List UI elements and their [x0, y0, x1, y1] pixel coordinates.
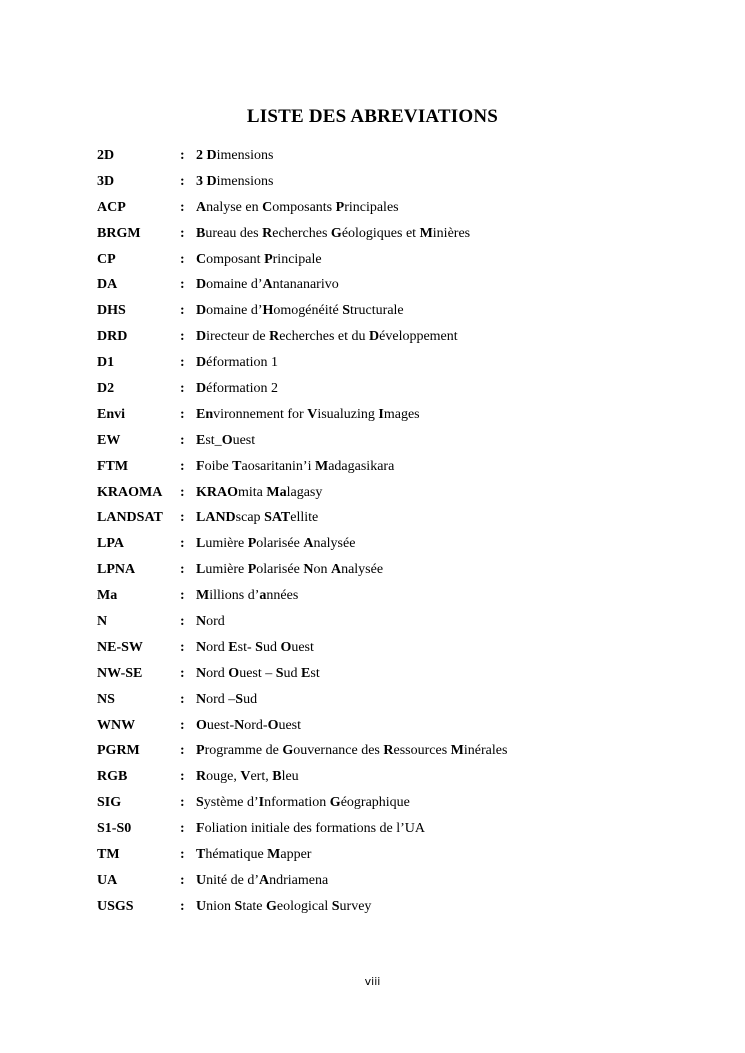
definition-initial: M	[196, 588, 210, 604]
abbreviation-term: EW	[97, 432, 121, 448]
definition-initial: N	[196, 665, 207, 681]
separator-colon: :	[180, 329, 185, 345]
definition-initial: N	[196, 613, 207, 629]
abbreviation-row	[97, 169, 697, 195]
abbreviation-row	[97, 272, 697, 298]
separator-colon: :	[180, 406, 185, 422]
definition-text: nalysée	[313, 536, 356, 552]
definition-initial: S	[235, 691, 244, 707]
definition-initial: C	[262, 199, 273, 215]
abbreviation-definition	[196, 277, 339, 293]
abbreviation-term: Envi	[97, 406, 126, 422]
separator-colon: :	[180, 588, 185, 604]
abbreviation-row	[97, 480, 697, 506]
definition-initial: P	[196, 743, 205, 759]
definition-text: ureau des	[205, 225, 263, 241]
definition-initial: N	[196, 639, 207, 655]
abbreviation-definition	[196, 459, 394, 475]
definition-initial: S	[342, 303, 350, 319]
abbreviation-term: KRAOMA	[97, 484, 163, 500]
definition-text: uest	[232, 432, 256, 448]
definition-text: rogramme de	[204, 743, 283, 759]
abbreviation-term: NS	[97, 691, 115, 707]
definition-initial: E	[301, 665, 311, 681]
definition-text: tructurale	[350, 303, 404, 319]
definition-text: vironnement for	[213, 406, 308, 422]
abbreviation-row	[97, 221, 697, 247]
separator-colon: :	[180, 665, 185, 681]
definition-text: ord	[206, 613, 225, 629]
definition-initial: Ma	[266, 484, 287, 500]
separator-colon: :	[180, 510, 185, 526]
definition-initial: D	[196, 380, 207, 396]
abbreviation-term: CP	[97, 251, 116, 267]
definition-initial: I	[378, 406, 384, 422]
abbreviation-row	[97, 247, 697, 273]
separator-colon: :	[180, 769, 185, 785]
definition-text: tate	[242, 898, 267, 914]
definition-text: ud	[283, 665, 302, 681]
abbreviation-definition	[196, 795, 410, 811]
separator-colon: :	[180, 355, 185, 371]
definition-text: st	[310, 665, 320, 681]
definition-text: ord –	[206, 691, 236, 707]
abbreviation-definition	[196, 148, 273, 164]
definition-initial: B	[272, 769, 282, 785]
definition-initial: SAT	[264, 510, 291, 526]
abbreviation-definition	[196, 226, 470, 242]
definition-initial: H	[262, 303, 274, 319]
definition-text: imensions	[216, 173, 274, 189]
definition-initial: P	[335, 199, 345, 215]
definition-text: éveloppement	[379, 329, 458, 345]
abbreviation-definition	[196, 174, 273, 190]
separator-colon: :	[180, 691, 185, 707]
abbreviation-term: D2	[97, 380, 115, 396]
abbreviation-term: DRD	[97, 329, 128, 345]
abbreviation-row	[97, 661, 697, 687]
definition-initial: R	[262, 225, 273, 241]
abbreviation-term: LPNA	[97, 562, 136, 578]
definition-initial: D	[196, 329, 207, 345]
separator-colon: :	[180, 147, 185, 163]
definition-initial: D	[196, 303, 207, 319]
definition-initial: D	[196, 355, 207, 371]
abbreviation-row	[97, 583, 697, 609]
definition-initial: F	[196, 821, 205, 837]
abbreviation-definition	[196, 355, 278, 371]
definition-initial: C	[196, 251, 207, 267]
separator-colon: :	[180, 717, 185, 733]
definition-text: lagasy	[286, 484, 323, 500]
definition-text: ord-	[244, 717, 268, 733]
page-title: LISTE DES ABREVIATIONS	[246, 106, 499, 127]
abbreviation-row	[97, 894, 697, 920]
abbreviation-row	[97, 143, 697, 169]
definition-text: omaine d’	[206, 303, 263, 319]
definition-text: ystème d’	[203, 795, 259, 811]
definition-initial: L	[196, 536, 206, 552]
definition-text: ouvernance des	[293, 743, 384, 759]
definition-text: hématique	[205, 846, 268, 862]
separator-colon: :	[180, 639, 185, 655]
abbreviation-definition	[196, 692, 257, 708]
definition-text: essources	[393, 743, 451, 759]
abbreviation-term: S1-S0	[97, 821, 132, 837]
abbreviation-term: TM	[97, 846, 120, 862]
definition-text: nformation	[264, 795, 330, 811]
definition-text: leu	[281, 769, 299, 785]
definition-initial: D	[196, 277, 207, 293]
abbreviation-row	[97, 764, 697, 790]
definition-text: nité de d’	[206, 872, 259, 888]
abbreviation-row	[97, 868, 697, 894]
definition-initial: A	[330, 562, 342, 578]
definition-initial: a	[259, 588, 267, 604]
abbreviation-definition	[196, 510, 318, 526]
abbreviation-definition	[196, 252, 322, 268]
definition-text: ndriamena	[269, 872, 329, 888]
definition-initial: S	[255, 639, 263, 655]
definition-text: omposant	[206, 251, 265, 267]
definition-initial: O	[196, 717, 207, 733]
definition-text: uest	[278, 717, 302, 733]
definition-text: ert,	[250, 769, 273, 785]
abbreviation-row	[97, 738, 697, 764]
definition-initial: P	[264, 251, 273, 267]
abbreviation-row	[97, 531, 697, 557]
abbreviation-term: NW-SE	[97, 665, 143, 681]
definition-text: ord	[206, 639, 229, 655]
definition-text: nalyse en	[206, 199, 263, 215]
definition-initial: KRAO	[196, 484, 238, 500]
definition-initial: E	[196, 432, 206, 448]
definition-text: on	[313, 562, 331, 578]
separator-colon: :	[180, 225, 185, 241]
abbreviation-row	[97, 557, 697, 583]
definition-text: aosaritanin’i	[241, 458, 315, 474]
definition-text: éformation 2	[206, 380, 279, 396]
definition-text: éologiques et	[341, 225, 420, 241]
abbreviation-definition	[196, 718, 301, 734]
separator-colon: :	[180, 613, 185, 629]
definition-text: omposants	[272, 199, 336, 215]
definition-initial: O	[221, 432, 233, 448]
separator-colon: :	[180, 846, 185, 862]
definition-initial: A	[259, 872, 270, 888]
page-number: viii	[364, 975, 381, 988]
definition-initial: En	[196, 406, 214, 422]
separator-colon: :	[180, 795, 185, 811]
definition-text: isualuzing	[317, 406, 379, 422]
separator-colon: :	[180, 821, 185, 837]
definition-initial: R	[196, 769, 207, 785]
separator-colon: :	[180, 484, 185, 500]
abbreviation-definition	[196, 433, 255, 449]
definition-initial: L	[196, 562, 206, 578]
definition-text: oibe	[204, 458, 233, 474]
definition-initial: D	[369, 329, 380, 345]
definition-text: inières	[432, 225, 471, 241]
definition-text: omaine d’	[206, 277, 263, 293]
abbreviation-definition	[196, 562, 383, 578]
abbreviation-definition	[196, 821, 425, 837]
definition-text: eological	[276, 898, 332, 914]
definition-initial: 3 D	[196, 173, 217, 189]
abbreviation-definition	[196, 899, 371, 915]
definition-initial: M	[450, 743, 464, 759]
definition-text: adagasikara	[328, 458, 395, 474]
definition-initial: G	[282, 743, 294, 759]
definition-text: st-	[237, 639, 256, 655]
definition-text: illions d’	[209, 588, 260, 604]
definition-text: umière	[205, 562, 248, 578]
abbreviation-row	[97, 195, 697, 221]
separator-colon: :	[180, 898, 185, 914]
abbreviation-term: RGB	[97, 769, 128, 785]
abbreviation-definition	[196, 407, 420, 423]
abbreviation-term: USGS	[97, 898, 134, 914]
definition-text: ellite	[290, 510, 319, 526]
definition-text: nion	[206, 898, 235, 914]
definition-initial: N	[303, 562, 314, 578]
separator-colon: :	[180, 380, 185, 396]
abbreviation-row	[97, 609, 697, 635]
definition-initial: V	[307, 406, 318, 422]
abbreviation-definition	[196, 614, 225, 630]
definition-initial: A	[196, 199, 207, 215]
abbreviation-row	[97, 635, 697, 661]
definition-initial: R	[383, 743, 394, 759]
definition-text: inérales	[463, 743, 508, 759]
abbreviation-list	[97, 143, 697, 920]
definition-text: rincipale	[272, 251, 322, 267]
separator-colon: :	[180, 199, 185, 215]
definition-initial: M	[419, 225, 433, 241]
abbreviation-row	[97, 298, 697, 324]
definition-text: ord	[206, 665, 229, 681]
abbreviation-row	[97, 350, 697, 376]
definition-text: éformation 1	[206, 355, 279, 371]
abbreviation-row	[97, 842, 697, 868]
abbreviation-term: WNW	[97, 717, 136, 733]
abbreviation-term: BRGM	[97, 225, 141, 241]
definition-text: nalysée	[341, 562, 384, 578]
abbreviation-row	[97, 687, 697, 713]
definition-initial: G	[329, 795, 341, 811]
definition-text: echerches et du	[279, 329, 370, 345]
separator-colon: :	[180, 277, 185, 293]
definition-text: nnées	[266, 588, 299, 604]
separator-colon: :	[180, 536, 185, 552]
definition-initial: G	[266, 898, 277, 914]
abbreviation-term: PGRM	[97, 743, 140, 759]
definition-initial: U	[196, 872, 207, 888]
definition-initial: G	[330, 225, 342, 241]
definition-text: uest-	[206, 717, 235, 733]
abbreviation-term: NE-SW	[97, 639, 143, 655]
abbreviation-term: D1	[97, 355, 115, 371]
definition-text: urvey	[339, 898, 372, 914]
abbreviation-definition	[196, 303, 404, 319]
definition-initial: A	[303, 536, 314, 552]
definition-initial: F	[196, 458, 205, 474]
abbreviation-row	[97, 816, 697, 842]
abbreviation-definition	[196, 200, 399, 216]
abbreviation-row	[97, 505, 697, 531]
definition-initial: N	[196, 691, 207, 707]
definition-text: olarisée	[256, 562, 304, 578]
definition-text: ud	[262, 639, 281, 655]
abbreviation-row	[97, 376, 697, 402]
abbreviation-row	[97, 454, 697, 480]
abbreviation-term: ACP	[97, 199, 126, 215]
abbreviation-term: DHS	[97, 303, 126, 319]
definition-initial: O	[267, 717, 279, 733]
definition-text: ntananarivo	[272, 277, 339, 293]
definition-initial: T	[232, 458, 242, 474]
abbreviation-definition	[196, 329, 458, 345]
separator-colon: :	[180, 562, 185, 578]
definition-text: uest	[291, 639, 314, 655]
definition-text: rincipales	[344, 199, 399, 215]
separator-colon: :	[180, 303, 185, 319]
abbreviation-definition	[196, 873, 328, 889]
definition-text: oliation initiale des formations de l’UA	[204, 821, 426, 837]
definition-initial: R	[269, 329, 280, 345]
definition-text: éographique	[340, 795, 410, 811]
separator-colon: :	[180, 872, 185, 888]
abbreviation-row	[97, 402, 697, 428]
abbreviation-definition	[196, 769, 299, 785]
definition-initial: LAND	[196, 510, 236, 526]
definition-text: st_	[205, 432, 222, 448]
separator-colon: :	[180, 743, 185, 759]
abbreviation-definition	[196, 847, 311, 863]
definition-text: omogénéité	[273, 303, 343, 319]
definition-text: echerches	[272, 225, 331, 241]
definition-initial: O	[228, 665, 240, 681]
definition-text: scap	[235, 510, 265, 526]
definition-text: mita	[238, 484, 267, 500]
definition-initial: P	[247, 562, 257, 578]
separator-colon: :	[180, 251, 185, 267]
definition-text: ouge,	[206, 769, 241, 785]
abbreviation-term: UA	[97, 872, 118, 888]
abbreviation-row	[97, 713, 697, 739]
abbreviation-term: FTM	[97, 458, 129, 474]
abbreviation-definition	[196, 485, 322, 501]
abbreviation-definition	[196, 381, 278, 397]
definition-text: uest –	[239, 665, 276, 681]
abbreviation-row	[97, 324, 697, 350]
abbreviation-term: SIG	[97, 795, 122, 811]
abbreviation-definition	[196, 666, 320, 682]
definition-text: olarisée	[256, 536, 304, 552]
definition-text: mages	[383, 406, 420, 422]
separator-colon: :	[180, 173, 185, 189]
abbreviation-definition	[196, 588, 298, 604]
definition-initial: M	[315, 458, 329, 474]
definition-text: apper	[280, 846, 312, 862]
definition-initial: B	[196, 225, 206, 241]
abbreviation-definition	[196, 536, 355, 552]
definition-initial: S	[234, 898, 243, 914]
definition-initial: 2 D	[196, 147, 217, 163]
definition-initial: M	[267, 846, 281, 862]
abbreviation-definition	[196, 743, 507, 759]
separator-colon: :	[180, 432, 185, 448]
abbreviation-term: 3D	[97, 173, 115, 189]
definition-initial: T	[196, 846, 206, 862]
definition-text: imensions	[216, 147, 274, 163]
abbreviation-term: N	[97, 613, 108, 629]
definition-initial: E	[228, 639, 238, 655]
abbreviation-row	[97, 790, 697, 816]
definition-text: ud	[243, 691, 258, 707]
definition-initial: S	[196, 795, 204, 811]
definition-initial: I	[258, 795, 265, 811]
definition-text: irecteur de	[206, 329, 270, 345]
abbreviation-term: LPA	[97, 536, 124, 552]
definition-initial: S	[275, 665, 284, 681]
definition-text: umière	[205, 536, 248, 552]
definition-initial: N	[234, 717, 245, 733]
abbreviation-term: DA	[97, 277, 118, 293]
definition-initial: V	[240, 769, 251, 785]
definition-initial: U	[196, 898, 207, 914]
definition-initial: S	[331, 898, 340, 914]
abbreviation-row	[97, 428, 697, 454]
abbreviation-definition	[196, 640, 314, 656]
definition-initial: O	[280, 639, 292, 655]
abbreviation-term: LANDSAT	[97, 510, 163, 526]
abbreviation-term: 2D	[97, 147, 115, 163]
abbreviation-term: Ma	[97, 588, 118, 604]
definition-initial: A	[262, 277, 273, 293]
definition-initial: P	[247, 536, 257, 552]
separator-colon: :	[180, 458, 185, 474]
